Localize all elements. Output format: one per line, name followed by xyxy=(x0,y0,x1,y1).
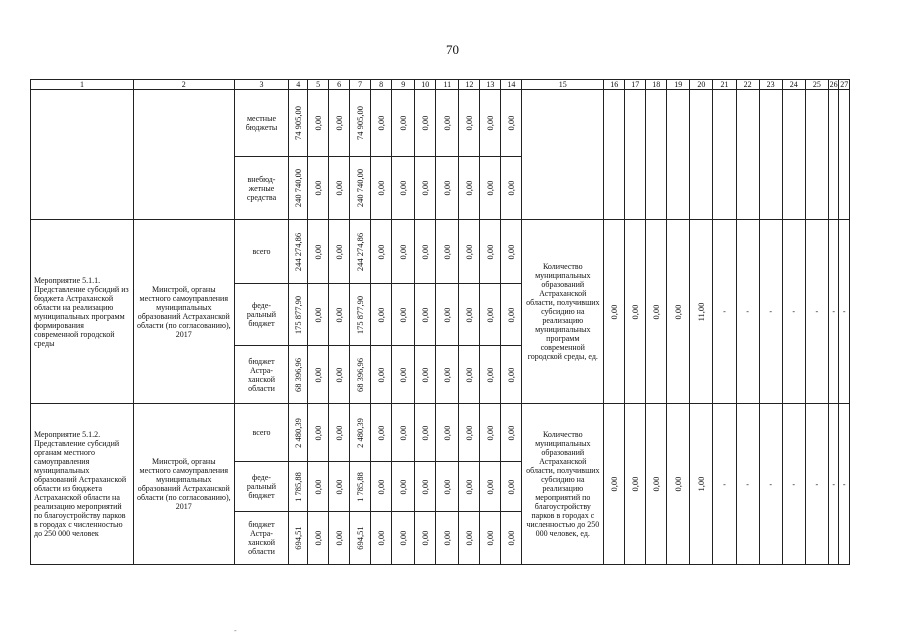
amount-cell xyxy=(371,220,392,284)
indicator-value-text: 11,00 xyxy=(696,302,707,321)
amount-cell-text: 1 785,88 xyxy=(355,471,366,502)
indicator-value-cell xyxy=(759,90,782,220)
amount-cell xyxy=(350,90,371,157)
indicator-value-cell xyxy=(713,90,736,220)
amount-cell-text: 0,00 xyxy=(506,425,517,440)
indicator-value xyxy=(646,220,667,404)
indicator-value-cell xyxy=(604,90,625,220)
amount-cell xyxy=(308,462,329,512)
amount-cell-text: 0,00 xyxy=(506,530,517,546)
funding-source: внебюд-жетные средства xyxy=(234,157,289,220)
column-number: 27 xyxy=(840,80,849,89)
indicator-value xyxy=(690,404,713,565)
amount-cell-text: 0,00 xyxy=(334,425,345,440)
amount-cell xyxy=(350,157,371,220)
amount-cell xyxy=(371,284,392,346)
indicator-dash: - xyxy=(805,404,828,565)
amount-cell-text: 0,00 xyxy=(313,115,324,131)
indicator-value-cell xyxy=(828,90,839,220)
amount-cell xyxy=(392,404,415,462)
amount-cell xyxy=(415,404,436,462)
column-number: 20 xyxy=(690,80,713,90)
column-number: 10 xyxy=(415,80,436,90)
amount-cell xyxy=(415,512,436,565)
amount-cell xyxy=(329,284,350,346)
column-number: 7 xyxy=(350,80,371,90)
amount-cell-text: 0,00 xyxy=(420,425,431,440)
amount-cell-text: 0,00 xyxy=(313,367,324,382)
amount-cell-text: 74 905,00 xyxy=(293,106,304,140)
amount-cell xyxy=(350,220,371,284)
funding-source: бюджет Астра-ханской области xyxy=(234,346,289,404)
amount-cell xyxy=(501,512,522,565)
amount-cell xyxy=(436,346,459,404)
indicator-value-text: 0,00 xyxy=(609,476,620,492)
column-number: 22 xyxy=(736,80,759,90)
amount-cell-text: 0,00 xyxy=(334,307,345,322)
amount-cell-text: 0,00 xyxy=(485,530,496,546)
amount-cell-text: 0,00 xyxy=(485,244,496,259)
amount-cell-text: 0,00 xyxy=(420,307,431,322)
indicator-value-cell xyxy=(667,90,690,220)
indicator-dash: - xyxy=(736,220,759,404)
amount-cell xyxy=(480,90,501,157)
amount-cell xyxy=(289,90,308,157)
column-number: 24 xyxy=(782,80,805,90)
measure-executor: Минстрой, органы местного самоуправления муниципальных образований Астраханской области (по согласованию), 2017 xyxy=(133,404,234,565)
indicator-value-cell xyxy=(782,90,805,220)
amount-cell-text: 0,00 xyxy=(376,479,387,494)
amount-cell xyxy=(415,462,436,512)
funding-source: всего xyxy=(234,404,289,462)
amount-cell-text: 2 480,39 xyxy=(293,417,304,448)
amount-cell-text: 0,00 xyxy=(376,425,387,440)
indicator-cell xyxy=(522,90,604,220)
amount-cell-text: 0,00 xyxy=(376,115,387,131)
amount-cell-text: 0,00 xyxy=(376,307,387,322)
amount-cell-text: 0,00 xyxy=(398,180,409,196)
column-number: 4 xyxy=(289,80,308,90)
indicator-dash: - xyxy=(805,220,828,404)
amount-cell xyxy=(501,346,522,404)
indicator-value-text: 0,00 xyxy=(673,304,684,319)
amount-cell-text: 1 785,88 xyxy=(293,471,304,502)
amount-cell xyxy=(308,157,329,220)
amount-cell-text: 0,00 xyxy=(464,367,475,382)
amount-cell xyxy=(350,284,371,346)
amount-cell-text: 74 905,00 xyxy=(355,106,366,140)
amount-cell-text: 0,00 xyxy=(313,530,324,546)
executor-cell xyxy=(133,90,234,220)
indicator-value-cell xyxy=(690,90,713,220)
amount-cell-text: 244 274,86 xyxy=(355,232,366,271)
funding-source: феде-ральный бюджет xyxy=(234,462,289,512)
column-number: 19 xyxy=(667,80,690,90)
funding-source: бюджет Астра-ханской области xyxy=(234,512,289,565)
amount-cell xyxy=(392,512,415,565)
funding-source: местные бюджеты xyxy=(234,90,289,157)
indicator-value xyxy=(604,404,625,565)
indicator-value-text: 0,00 xyxy=(673,476,684,492)
column-number: 23 xyxy=(759,80,782,90)
amount-cell-text: 0,00 xyxy=(313,244,324,259)
indicator-dash: - xyxy=(713,220,736,404)
indicator-value-text: 0,00 xyxy=(651,476,662,492)
amount-cell xyxy=(415,284,436,346)
amount-cell xyxy=(480,404,501,462)
amount-cell-text: 0,00 xyxy=(334,115,345,131)
amount-cell-text: 0,00 xyxy=(485,367,496,382)
measure-executor: Минстрой, органы местного самоуправления муниципальных образований Астраханской области (по согласованию), 2017 xyxy=(133,220,234,404)
amount-cell xyxy=(501,284,522,346)
amount-cell-text: 0,00 xyxy=(313,180,324,196)
amount-cell-text: 0,00 xyxy=(398,479,409,494)
indicator-dash: - xyxy=(736,404,759,565)
amount-cell xyxy=(436,512,459,565)
column-number: 17 xyxy=(625,80,646,90)
indicator-value xyxy=(604,220,625,404)
indicator-text: Количество муниципальных образований Астраханской области, получивших субсидию на реализацию мероприятий по благоустройству парков в городах с численностью до 250 000 человек, ед. xyxy=(522,404,604,565)
amount-cell-text: 175 877,90 xyxy=(293,295,304,334)
indicator-value-cell xyxy=(646,90,667,220)
amount-cell-text: 0,00 xyxy=(464,115,475,131)
amount-cell xyxy=(289,462,308,512)
column-number: 3 xyxy=(234,80,289,90)
indicator-value-cell xyxy=(839,90,850,220)
amount-cell xyxy=(480,157,501,220)
amount-cell xyxy=(371,157,392,220)
amount-cell-text: 0,00 xyxy=(420,244,431,259)
amount-cell-text: 0,00 xyxy=(398,244,409,259)
program-table xyxy=(30,79,850,565)
indicator-value-text: 1,00 xyxy=(696,476,707,492)
amount-cell xyxy=(480,346,501,404)
table-row xyxy=(31,90,850,157)
amount-cell-text: 0,00 xyxy=(464,244,475,259)
amount-cell xyxy=(392,157,415,220)
amount-cell-text: 0,00 xyxy=(398,425,409,440)
amount-cell xyxy=(289,220,308,284)
amount-cell-text: 0,00 xyxy=(485,425,496,440)
amount-cell xyxy=(329,346,350,404)
amount-cell-text: 0,00 xyxy=(313,425,324,440)
indicator-dash: - xyxy=(839,220,850,404)
amount-cell xyxy=(436,462,459,512)
indicator-value xyxy=(646,404,667,565)
amount-cell-text: 0,00 xyxy=(376,244,387,259)
amount-cell xyxy=(436,220,459,284)
amount-cell xyxy=(371,346,392,404)
amount-cell-text: 0,00 xyxy=(442,367,453,382)
amount-cell-text: 0,00 xyxy=(442,180,453,196)
amount-cell xyxy=(392,346,415,404)
column-number: 16 xyxy=(604,80,625,90)
amount-cell-text: 0,00 xyxy=(398,307,409,322)
measure-name: Мероприятие 5.1.2. Представление субсидий органам местного самоуправления муниципальных образований Астраханской области из бюджета Астраханской области на реализацию мероприятий по благоустройству парков в городах с численностью до 250 000 человек xyxy=(31,404,134,565)
amount-cell xyxy=(289,404,308,462)
amount-cell xyxy=(350,462,371,512)
amount-cell xyxy=(436,90,459,157)
indicator-value-text: 0,00 xyxy=(609,304,620,319)
amount-cell-text: 244 274,86 xyxy=(293,232,304,271)
amount-cell-text: 0,00 xyxy=(506,367,517,382)
indicator-value-text: 0,00 xyxy=(630,304,641,319)
amount-cell xyxy=(350,404,371,462)
indicator-dash: - xyxy=(839,404,850,565)
amount-cell xyxy=(371,462,392,512)
amount-cell xyxy=(480,284,501,346)
indicator-value-cell xyxy=(736,90,759,220)
table-row xyxy=(31,220,850,284)
indicator-value-cell xyxy=(625,90,646,220)
column-number: 12 xyxy=(459,80,480,90)
amount-cell-text: 0,00 xyxy=(485,180,496,196)
amount-cell xyxy=(392,284,415,346)
column-number: 5 xyxy=(308,80,329,90)
amount-cell-text: 0,00 xyxy=(420,479,431,494)
amount-cell-text: 0,00 xyxy=(442,307,453,322)
measure-name: Мероприятие 5.1.1. Представление субсидий из бюджета Астраханской области на реализацию муниципальных программ формирования современной городской среды xyxy=(31,220,134,404)
amount-cell xyxy=(329,512,350,565)
amount-cell xyxy=(480,220,501,284)
amount-cell xyxy=(415,90,436,157)
amount-cell-text: 0,00 xyxy=(442,244,453,259)
amount-cell-text: 0,00 xyxy=(442,425,453,440)
amount-cell-text: 0,00 xyxy=(334,530,345,546)
amount-cell-text: 0,00 xyxy=(464,425,475,440)
indicator-value xyxy=(667,404,690,565)
amount-cell-text: 0,00 xyxy=(376,530,387,546)
amount-cell-text: 0,00 xyxy=(506,307,517,322)
amount-cell-text: 0,00 xyxy=(506,180,517,196)
amount-cell xyxy=(459,157,480,220)
amount-cell-text: 68 396,96 xyxy=(355,357,366,392)
amount-cell xyxy=(501,157,522,220)
column-number: 1 xyxy=(31,80,134,90)
indicator-value-text: 0,00 xyxy=(630,476,641,492)
indicator-dash: - xyxy=(759,404,782,565)
column-number: 18 xyxy=(646,80,667,90)
amount-cell xyxy=(329,462,350,512)
amount-cell-text: 694,51 xyxy=(355,526,366,550)
amount-cell-text: 0,00 xyxy=(313,479,324,494)
column-number: 26 xyxy=(829,80,838,89)
amount-cell-text: 0,00 xyxy=(420,367,431,382)
amount-cell xyxy=(329,220,350,284)
amount-cell-text: 694,51 xyxy=(293,526,304,550)
amount-cell-text: 0,00 xyxy=(464,180,475,196)
amount-cell-text: 0,00 xyxy=(420,530,431,546)
measure-name-cell xyxy=(31,90,134,220)
column-number: 14 xyxy=(501,80,522,90)
amount-cell xyxy=(436,404,459,462)
indicator-dash: - xyxy=(782,404,805,565)
amount-cell xyxy=(501,462,522,512)
page-number: 70 xyxy=(446,42,459,57)
column-number: 15 xyxy=(522,80,604,90)
amount-cell-text: 240 740,00 xyxy=(293,168,304,208)
amount-cell xyxy=(308,512,329,565)
indicator-text: Количество муниципальных образований Астраханской области, получивших субсидию на реализацию муниципальных программ современной городской среды, ед. xyxy=(522,220,604,404)
amount-cell xyxy=(392,462,415,512)
amount-cell xyxy=(459,404,480,462)
amount-cell xyxy=(459,512,480,565)
funding-source: всего xyxy=(234,220,289,284)
amount-cell-text: 0,00 xyxy=(485,115,496,131)
indicator-value xyxy=(667,220,690,404)
amount-cell xyxy=(436,157,459,220)
amount-cell-text: 175 877,90 xyxy=(355,295,366,334)
column-number: 21 xyxy=(713,80,736,90)
amount-cell xyxy=(415,157,436,220)
amount-cell xyxy=(329,157,350,220)
amount-cell xyxy=(308,404,329,462)
column-number: 6 xyxy=(329,80,350,90)
table-row xyxy=(31,404,850,462)
amount-cell-text: 0,00 xyxy=(398,115,409,131)
indicator-value-text: 0,00 xyxy=(651,304,662,319)
indicator-dash: - xyxy=(828,220,839,404)
amount-cell-text: 0,00 xyxy=(376,367,387,382)
amount-cell-text: 0,00 xyxy=(334,244,345,259)
amount-cell xyxy=(289,346,308,404)
amount-cell-text: 0,00 xyxy=(420,180,431,196)
amount-cell xyxy=(392,220,415,284)
amount-cell-text: 0,00 xyxy=(334,479,345,494)
column-number: 11 xyxy=(436,80,459,90)
amount-cell-text: 0,00 xyxy=(313,307,324,322)
amount-cell xyxy=(329,404,350,462)
amount-cell-text: 0,00 xyxy=(442,115,453,131)
amount-cell xyxy=(501,220,522,284)
indicator-value xyxy=(690,220,713,404)
amount-cell xyxy=(415,220,436,284)
amount-cell xyxy=(459,346,480,404)
amount-cell xyxy=(501,90,522,157)
amount-cell-text: 0,00 xyxy=(334,367,345,382)
amount-cell xyxy=(329,90,350,157)
scan-mark: - xyxy=(234,626,237,635)
amount-cell-text: 0,00 xyxy=(464,479,475,494)
amount-cell xyxy=(289,284,308,346)
amount-cell-text: 0,00 xyxy=(485,479,496,494)
column-number: 8 xyxy=(371,80,392,90)
amount-cell xyxy=(459,284,480,346)
amount-cell-text: 2 480,39 xyxy=(355,417,366,448)
amount-cell-text: 0,00 xyxy=(485,307,496,322)
column-number: 9 xyxy=(392,80,415,90)
indicator-value xyxy=(625,404,646,565)
indicator-value-cell xyxy=(805,90,828,220)
amount-cell xyxy=(501,404,522,462)
amount-cell xyxy=(308,346,329,404)
amount-cell-text: 0,00 xyxy=(420,115,431,131)
amount-cell-text: 0,00 xyxy=(442,479,453,494)
amount-cell xyxy=(371,512,392,565)
amount-cell xyxy=(308,284,329,346)
amount-cell xyxy=(289,157,308,220)
amount-cell-text: 0,00 xyxy=(464,530,475,546)
amount-cell xyxy=(415,346,436,404)
amount-cell-text: 0,00 xyxy=(464,307,475,322)
amount-cell-text: 0,00 xyxy=(376,180,387,196)
amount-cell xyxy=(480,462,501,512)
amount-cell-text: 240 740,00 xyxy=(355,168,366,208)
indicator-dash: - xyxy=(759,220,782,404)
indicator-value xyxy=(625,220,646,404)
column-number: 13 xyxy=(480,80,501,90)
indicator-dash: - xyxy=(828,404,839,565)
amount-cell xyxy=(350,512,371,565)
amount-cell xyxy=(308,220,329,284)
amount-cell xyxy=(350,346,371,404)
column-number: 2 xyxy=(133,80,234,90)
amount-cell-text: 0,00 xyxy=(398,367,409,382)
amount-cell-text: 0,00 xyxy=(506,479,517,494)
amount-cell-text: 0,00 xyxy=(398,530,409,546)
amount-cell xyxy=(459,462,480,512)
column-number-header xyxy=(31,80,850,90)
amount-cell xyxy=(289,512,308,565)
amount-cell-text: 68 396,96 xyxy=(293,357,304,392)
amount-cell xyxy=(371,90,392,157)
amount-cell xyxy=(392,90,415,157)
amount-cell xyxy=(308,90,329,157)
funding-source: феде-ральный бюджет xyxy=(234,284,289,346)
amount-cell-text: 0,00 xyxy=(442,530,453,546)
column-number: 25 xyxy=(805,80,828,90)
amount-cell-text: 0,00 xyxy=(506,244,517,259)
amount-cell-text: 0,00 xyxy=(506,115,517,131)
amount-cell xyxy=(436,284,459,346)
amount-cell xyxy=(459,90,480,157)
amount-cell xyxy=(371,404,392,462)
amount-cell xyxy=(459,220,480,284)
indicator-dash: - xyxy=(782,220,805,404)
indicator-dash: - xyxy=(713,404,736,565)
amount-cell xyxy=(480,512,501,565)
amount-cell-text: 0,00 xyxy=(334,180,345,196)
